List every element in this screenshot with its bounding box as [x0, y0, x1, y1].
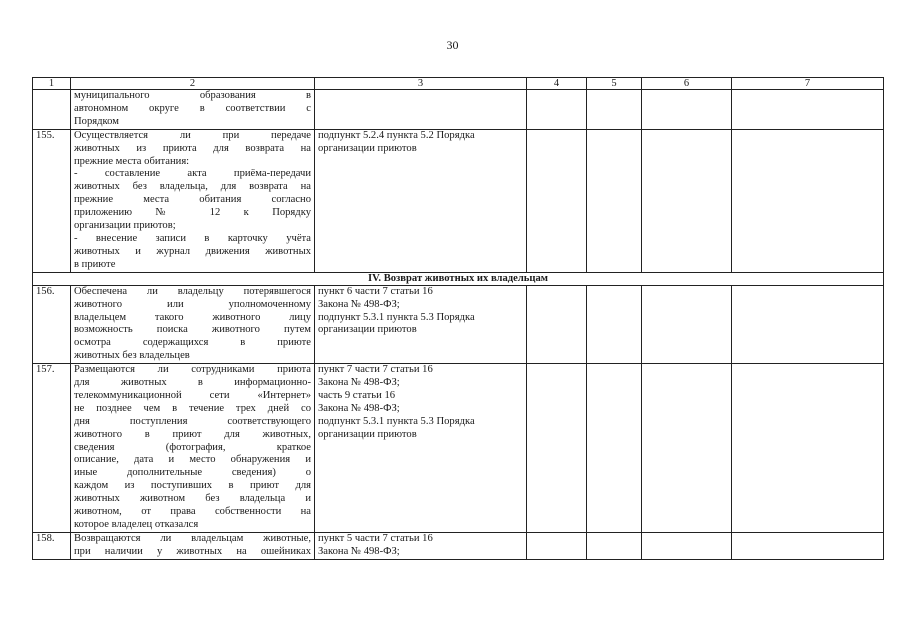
table-row	[33, 90, 884, 130]
empty-cell	[587, 129, 642, 272]
page-number: 30	[446, 38, 459, 52]
section-row	[33, 272, 884, 285]
empty-cell	[732, 90, 884, 130]
row-number-cell	[33, 90, 71, 130]
table-row	[33, 285, 884, 363]
question-cell: Осуществляется ли при передаче животных из приюта для возврата на прежние места обитания: - составление акта приёма-передачи животных без владельца, для возврата на прежние места обитания согласно приложению № 12 к Порядку организации приютов; - внесение записи в карточку учёта животных и журнал движения животных в приюте	[71, 129, 315, 272]
empty-cell	[527, 129, 587, 272]
empty-cell	[527, 532, 587, 559]
question-cell: муниципального образования в автономном округе в соответствии с Порядком	[71, 90, 315, 130]
section-title: IV. Возврат животных их владельцам	[33, 272, 884, 285]
column-header: 1	[33, 78, 71, 90]
empty-cell	[732, 129, 884, 272]
empty-cell	[642, 90, 732, 130]
question-cell: Обеспечена ли владельцу потерявшегося животного или уполномоченному владельцем такого животного лицу возможность поиска животного путем осмотра содержащихся в приюте животных без владельцев	[71, 285, 315, 363]
column-header: 5	[587, 78, 642, 90]
empty-cell	[527, 90, 587, 130]
empty-cell	[587, 532, 642, 559]
column-header: 6	[642, 78, 732, 90]
column-header: 7	[732, 78, 884, 90]
empty-cell	[642, 364, 732, 533]
empty-cell	[587, 285, 642, 363]
row-number-cell: 157.	[33, 364, 71, 533]
reference-cell: пункт 5 части 7 статьи 16 Закона № 498-ФЗ;	[315, 532, 527, 559]
column-header: 4	[527, 78, 587, 90]
empty-cell	[587, 364, 642, 533]
row-number-cell: 158.	[33, 532, 71, 559]
question-cell: Возвращаются ли владельцам животные, при наличии у животных на ошейниках	[71, 532, 315, 559]
row-number-cell: 156.	[33, 285, 71, 363]
column-header: 3	[315, 78, 527, 90]
empty-cell	[732, 532, 884, 559]
table-row	[33, 364, 884, 533]
empty-cell	[587, 90, 642, 130]
question-cell: Размещаются ли сотрудниками приюта для животных в информационно- телекоммуникационной сети «Интернет» не позднее чем в течение трех дней со дня поступления соответствующего животного в приют для животных, сведения (фотография, краткое описание, дата и место обнаружения и иные дополнительные сведения) о каждом из поступивших в приют для животных животном без владельца и животном, от права собственности на которое владелец отказался	[71, 364, 315, 533]
reference-cell: подпункт 5.2.4 пункта 5.2 Порядка организации приютов	[315, 129, 527, 272]
reference-cell	[315, 90, 527, 130]
row-number-cell: 155.	[33, 129, 71, 272]
empty-cell	[642, 129, 732, 272]
empty-cell	[642, 285, 732, 363]
table-row	[33, 129, 884, 272]
empty-cell	[527, 364, 587, 533]
empty-cell	[732, 285, 884, 363]
reference-cell: пункт 6 части 7 статьи 16 Закона № 498-ФЗ; подпункт 5.3.1 пункта 5.3 Порядка организации приютов	[315, 285, 527, 363]
header-row	[33, 78, 884, 90]
checklist-table	[32, 77, 884, 560]
reference-cell: пункт 7 части 7 статьи 16 Закона № 498-ФЗ; часть 9 статьи 16 Закона № 498-ФЗ; подпункт 5.3.1 пункта 5.3 Порядка организации приютов	[315, 364, 527, 533]
empty-cell	[642, 532, 732, 559]
table-row	[33, 532, 884, 559]
empty-cell	[732, 364, 884, 533]
empty-cell	[527, 285, 587, 363]
column-header: 2	[71, 78, 315, 90]
